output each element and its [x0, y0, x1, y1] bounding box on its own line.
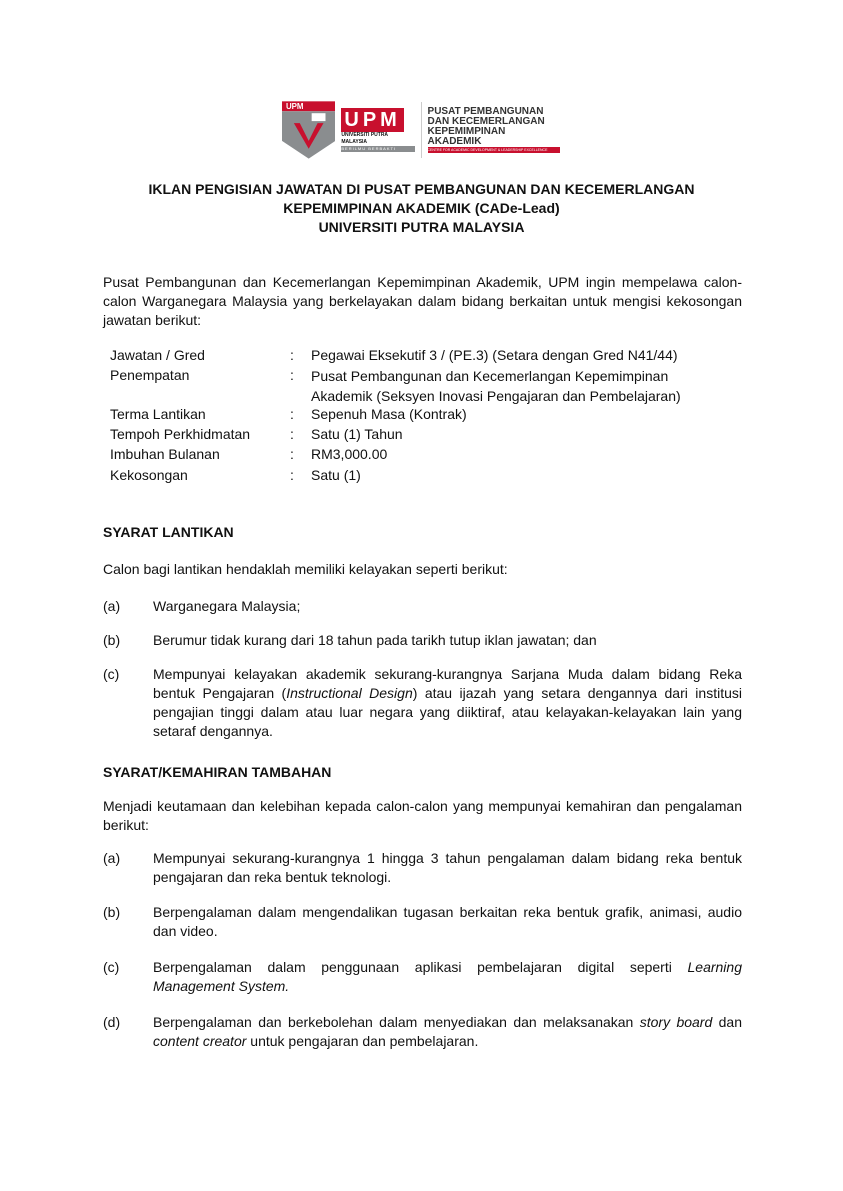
list-item: (a) Warganegara Malaysia;	[103, 598, 301, 614]
svg-text:UPM: UPM	[285, 102, 304, 112]
title-line-1: IKLAN PENGISIAN JAWATAN DI PUSAT PEMBANGUNAN DAN KECEMERLANGAN	[148, 181, 695, 197]
title-line-2: KEPEMIMPINAN AKADEMIK (CADe-Lead)	[283, 200, 560, 216]
upm-crest-icon	[282, 101, 335, 159]
section-heading: SYARAT LANTIKAN	[103, 524, 234, 540]
section-intro: Menjadi keutamaan dan kelebihan kepada calon-calon yang mempunyai kemahiran dan pengalaman berikut:	[103, 798, 742, 833]
upm-wordmark: UPM	[341, 108, 414, 132]
list-item: (b) Berpengalaman dalam mengendalikan tugasan berkaitan reka bentuk grafik, animasi, audio dan video.	[103, 904, 742, 939]
list-item: (b) Berumur tidak kurang dari 18 tahun pada tarikh tutup iklan jawatan; dan	[103, 632, 597, 648]
list-item: (a) Mempunyai sekurang-kurangnya 1 hingga 3 tahun pengalaman dalam bidang reka bentuk pengajaran dan reka bentuk teknologi.	[103, 850, 742, 885]
list-item: (c) Mempunyai kelayakan akademik sekurang-kurangnya Sarjana Muda dalam bidang Reka bentuk Pengajaran (Instructional Design) atau ijazah yang setara dengannya dari institusi pengajian tinggi dalam atau luar negara yang diiktiraf, atau kelayakan-kelayakan lain yang setaraf dengannya.	[103, 666, 742, 739]
intro-paragraph: Pusat Pembangunan dan Kecemerlangan Kepemimpinan Akademik, UPM ingin mempelawa calon-calon Warganegara Malaysia yang berkelayakan dalam bidang berkaitan untuk mengisi kekosongan jawatan berikut:	[103, 274, 742, 328]
upm-cade-lead-logo: UPM UPM UNIVERSITI PUTRA MALAYSIA BERILMU BERBAKTI PUSAT PEMBANGUNAN DAN KECEMERLANGAN KEPEMIMPINAN AKADEMIK CENTRE FOR ACADEMIC DEVELOPMENT & LEADERSHIP EXCELLENCE	[282, 100, 560, 160]
title-line-3: UNIVERSITI PUTRA MALAYSIA	[318, 219, 525, 235]
list-item: (c) Berpengalaman dalam penggunaan aplikasi pembelajaran digital seperti Learning Management System.	[103, 959, 742, 994]
list-item: (d) Berpengalaman dan berkebolehan dalam menyediakan dan melaksanakan story board dan content creator untuk pengajaran dan pembelajaran.	[103, 1014, 742, 1049]
section-intro: Calon bagi lantikan hendaklah memiliki kelayakan seperti berikut:	[103, 561, 508, 577]
document-page: UPM UPM UNIVERSITI PUTRA MALAYSIA BERILMU BERBAKTI PUSAT PEMBANGUNAN DAN KECEMERLANGAN KEPEMIMPINAN AKADEMIK CENTRE FOR ACADEMIC DEVELOPMENT & LEADERSHIP EXCELLENCE IKLAN PENGISIAN JAWATAN DI PUSAT PEMBANGUNAN DAN KECEMERLANGAN KEPEMIMPINAN AKADEMIK (CADe-Lead) UNIVERSITI PUTRA MALAYSIA Pusat Pembangunan dan Kecemerlangan Kepemimpinan Akademik, UPM ingin mempelawa calon-calon Warganegara Malaysia yang berkelayakan dalam bidang berkaitan untuk mengisi kekosongan jawatan berikut: Jawatan / Gred : Pegawai Eksekutif 3 / (PE.3) (Setara dengan Gred N41/44) Penempatan : Pusat Pembangunan dan Kecemerlangan Kepemimpinan Akademik (Seksyen Inovasi Pengajaran dan Pembelajaran) Terma Lantikan : Sepenuh Masa (Kontrak) Tempoh Perkhidmatan : Satu (1) Tahun Imbuhan Bulanan : RM3,000.00 Kekosongan : Satu (1) SYARAT LANTIKAN Calon bagi lantikan hendaklah memiliki kelayakan seperti berikut: (a) Warganegara Malaysia; (b) Berumur tidak kurang dari 18 tahun pada tarikh tutup iklan jawatan; dan (c) Mempunyai kelayakan akademik sekurang-kurangnya Sarjana Muda dalam bidang Reka bentuk Pengajaran (Instructional Design) atau ijazah yang setara dengannya dari institusi pengajian tinggi dalam atau luar negara yang diiktiraf, atau kelayakan-kelayakan lain yang setaraf dengannya. SYARAT/KEMAHIRAN TAMBAHAN Menjadi keutamaan dan kelebihan kepada calon-calon yang mempunyai kemahiran dan pengalaman berikut: (a) Mempunyai sekurang-kurangnya 1 hingga 3 tahun pengalaman dalam bidang reka bentuk pengajaran dan reka bentuk teknologi. (b) Berpengalaman dalam mengendalikan tugasan berkaitan reka bentuk grafik, animasi, audio dan video. (c) Berpengalaman dalam penggunaan aplikasi pembelajaran digital seperti Learning Management System. (d) Berpengalaman dan berkebolehan dalam menyediakan dan melaksanakan story board dan content creator untuk pengajaran dan pembelajaran.	[0, 0, 843, 1191]
section-heading: SYARAT/KEMAHIRAN TAMBAHAN	[103, 764, 332, 780]
